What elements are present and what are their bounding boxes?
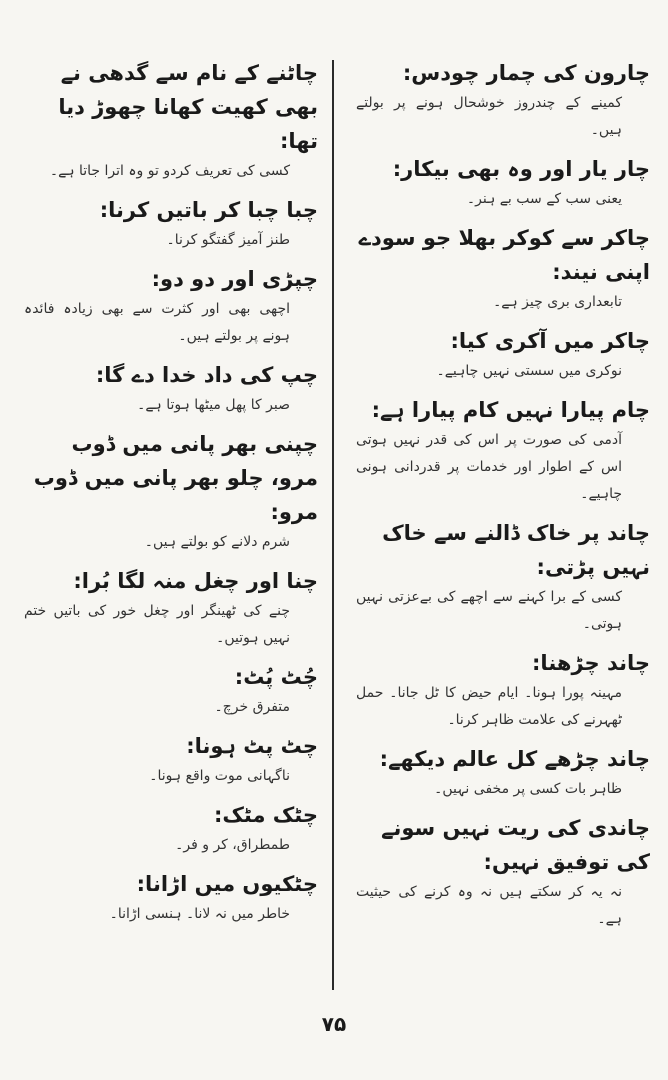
entry [18, 564, 318, 652]
idiom-phrase: چٹکیوں میں اڑانا: [136, 872, 318, 896]
idiom-phrase: چٹک مٹک: [214, 803, 318, 827]
idiom-meaning: طنز آمیز گفتگو کرنا۔ [166, 232, 290, 248]
idiom-meaning: خاطر میں نہ لانا۔ ہنسی اڑانا۔ [109, 906, 290, 922]
idiom-phrase: چپ کی داد خدا دے گا: [95, 363, 318, 387]
idiom-meaning: ظاہر بات کسی پر مخفی نہیں۔ [434, 781, 622, 797]
entry [18, 798, 318, 859]
entry [350, 742, 650, 803]
idiom-meaning: شرم دلانے کو بولتے ہیں۔ [144, 534, 290, 550]
entry [18, 262, 318, 350]
idiom-phrase: چٹ پٹ ہونا: [186, 734, 318, 758]
entry [350, 324, 650, 385]
entry [18, 729, 318, 790]
idiom-meaning: متفرق خرچ۔ [214, 699, 290, 715]
entry [18, 56, 318, 185]
idiom-meaning: کسی کے برا کہنے سے اچھے کی بےعزتی نہیں ہوتی۔ [356, 589, 622, 632]
entry [350, 152, 650, 213]
entry [350, 516, 650, 638]
idiom-phrase: چبا چبا کر باتیں کرنا: [99, 198, 318, 222]
entry [18, 427, 318, 556]
idiom-meaning: ناگہانی موت واقع ہونا۔ [149, 768, 290, 784]
idiom-phrase: چپنی بھر پانی میں ڈوب مرو، چلو بھر پانی میں ڈوب مرو: [33, 432, 318, 524]
column-divider [332, 60, 334, 990]
idiom-phrase: چنا اور چغل منہ لگا بُرا: [73, 569, 318, 593]
idiom-meaning: صبر کا پھل میٹھا ہوتا ہے۔ [137, 397, 290, 413]
idiom-phrase: چُٹ پُٹ: [234, 665, 318, 689]
idiom-meaning: چنے کی ٹھینگر اور چغل خور کی باتیں ختم نہیں ہوتیں۔ [24, 603, 290, 646]
entry [18, 193, 318, 254]
entry [18, 867, 318, 928]
page-number: ۷۵ [321, 1012, 347, 1036]
idiom-phrase: چار یار اور وہ بھی بیکار: [392, 157, 650, 181]
idiom-meaning: آدمی کی صورت پر اس کی قدر نہیں ہوتی اس کے اطوار اور خدمات پر قدردانی ہونی چاہیے۔ [356, 432, 622, 502]
right-column [350, 56, 650, 941]
idiom-phrase: چاٹنے کے نام سے گدھی نے بھی کھیت کھانا چھوڑ دیا تھا: [58, 61, 318, 153]
entry [350, 393, 650, 508]
idiom-meaning: تابعداری بری چیز ہے۔ [493, 294, 622, 310]
entry [350, 221, 650, 316]
left-column [18, 56, 318, 936]
idiom-phrase: چاند پر خاک ڈالنے سے خاک نہیں پڑتی: [382, 521, 650, 579]
idiom-phrase: چاکر میں آکری کیا: [450, 329, 650, 353]
idiom-meaning: نوکری میں سستی نہیں چاہیے۔ [436, 363, 622, 379]
idiom-phrase: چپڑی اور دو دو: [151, 267, 318, 291]
entry [350, 56, 650, 144]
idiom-phrase: چاکر سے کوکر بھلا جو سودے اپنی نیند: [358, 226, 650, 284]
idiom-phrase: چام پیارا نہیں کام پیارا ہے: [371, 398, 650, 422]
idiom-phrase: چاند چڑھنا: [532, 651, 650, 675]
idiom-meaning: کسی کی تعریف کردو تو وہ اترا جاتا ہے۔ [49, 163, 290, 179]
idiom-meaning: اچھی بھی اور کثرت سے بھی زیادہ فائدہ ہونے پر بولتے ہیں۔ [24, 301, 290, 344]
idiom-meaning: یعنی سب کے سب بے ہنر۔ [466, 191, 622, 207]
idiom-meaning: کمینے کے چندروز خوشحال ہونے پر بولتے ہیں۔ [356, 95, 622, 138]
idiom-phrase: چارون کی چمار چودس: [402, 61, 650, 85]
idiom-phrase: چاندی کی ریت نہیں سونے کی توفیق نہیں: [381, 816, 650, 874]
idiom-phrase: چاند چڑھے کل عالم دیکھے: [379, 747, 650, 771]
entry [18, 660, 318, 721]
idiom-meaning: نہ یہ کر سکتے ہیں نہ وہ کرنے کی حیثیت ہے۔ [356, 884, 622, 927]
idiom-meaning: طمطراق، کر و فر۔ [175, 837, 290, 853]
entry [350, 646, 650, 734]
idiom-meaning: مہینہ پورا ہونا۔ ایام حیض کا ٹل جانا۔ حمل ٹھہرنے کی علامت ظاہر کرنا۔ [356, 685, 622, 728]
entry [18, 358, 318, 419]
entry [350, 811, 650, 933]
